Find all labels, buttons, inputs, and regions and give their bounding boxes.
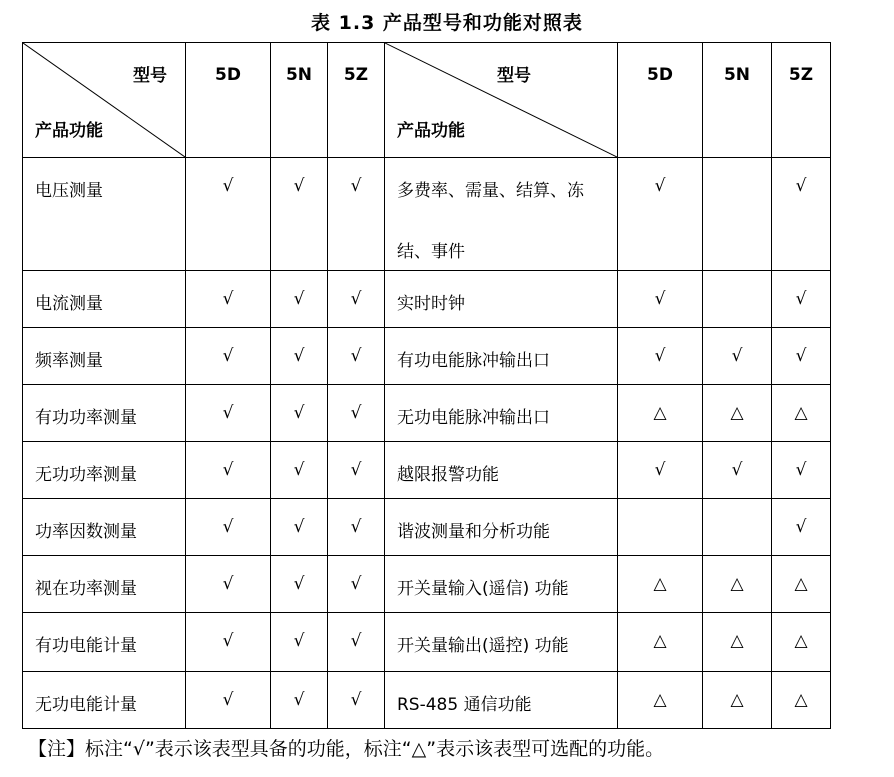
- model-header: 5N: [703, 43, 772, 158]
- function-name-line: 结、事件: [397, 242, 465, 262]
- mark-cell: √: [186, 672, 271, 729]
- mark-cell: √: [328, 158, 385, 271]
- function-name: 无功电能计量: [23, 672, 186, 729]
- mark-cell: √: [618, 442, 703, 499]
- mark-cell: √: [328, 442, 385, 499]
- table-row: [23, 499, 831, 556]
- function-name: [385, 158, 618, 271]
- mark-cell: √: [772, 271, 831, 328]
- mark-cell: √: [328, 672, 385, 729]
- function-name: 有功电能计量: [23, 613, 186, 672]
- mark-cell: √: [271, 328, 328, 385]
- mark-cell: [703, 271, 772, 328]
- mark-cell: √: [186, 158, 271, 271]
- table-row: [23, 271, 831, 328]
- function-name: 电流测量: [23, 271, 186, 328]
- mark-cell: √: [618, 328, 703, 385]
- mark-cell: △: [618, 613, 703, 672]
- function-name-line: 多费率、需量、结算、冻: [397, 181, 584, 201]
- mark-cell: △: [703, 556, 772, 613]
- footnote: 【注】标注“√”表示该表型具备的功能，标注“△”表示该表型可选配的功能。: [28, 738, 665, 760]
- model-header: 5Z: [772, 43, 831, 158]
- mark-cell: √: [271, 499, 328, 556]
- table-row: [23, 613, 831, 672]
- function-name: RS-485 通信功能: [385, 672, 618, 729]
- header-row: [23, 43, 831, 158]
- mark-cell: [703, 158, 772, 271]
- mark-cell: △: [703, 385, 772, 442]
- function-name: 无功电能脉冲输出口: [385, 385, 618, 442]
- model-header: 5Z: [328, 43, 385, 158]
- mark-cell: √: [703, 328, 772, 385]
- mark-cell: √: [328, 556, 385, 613]
- function-table: [22, 42, 831, 729]
- mark-cell: △: [703, 613, 772, 672]
- model-header: 5D: [186, 43, 271, 158]
- mark-cell: √: [328, 499, 385, 556]
- mark-cell: √: [271, 556, 328, 613]
- mark-cell: √: [186, 442, 271, 499]
- function-name: 无功功率测量: [23, 442, 186, 499]
- table-row: [23, 556, 831, 613]
- mark-cell: △: [618, 385, 703, 442]
- mark-cell: √: [186, 271, 271, 328]
- mark-cell: △: [772, 385, 831, 442]
- table-row: [23, 672, 831, 729]
- mark-cell: √: [772, 499, 831, 556]
- mark-cell: √: [186, 328, 271, 385]
- function-label: 产品功能: [35, 121, 103, 141]
- function-name: 开关量输入(遥信) 功能: [385, 556, 618, 613]
- mark-cell: △: [618, 672, 703, 729]
- function-name: 有功功率测量: [23, 385, 186, 442]
- mark-cell: √: [328, 613, 385, 672]
- mark-cell: √: [703, 442, 772, 499]
- model-header: 5D: [618, 43, 703, 158]
- mark-cell: √: [618, 271, 703, 328]
- mark-cell: √: [328, 385, 385, 442]
- table-row: [23, 385, 831, 442]
- mark-cell: √: [271, 613, 328, 672]
- mark-cell: √: [271, 158, 328, 271]
- mark-cell: √: [186, 385, 271, 442]
- mark-cell: √: [618, 158, 703, 271]
- mark-cell: △: [772, 556, 831, 613]
- mark-cell: √: [271, 672, 328, 729]
- table-title: 表 1.3 产品型号和功能对照表: [311, 12, 583, 34]
- function-name: 实时时钟: [385, 271, 618, 328]
- table-row: [23, 442, 831, 499]
- mark-cell: √: [772, 158, 831, 271]
- model-label: 型号: [497, 66, 531, 86]
- table-row: [23, 158, 831, 271]
- model-header: 5N: [271, 43, 328, 158]
- mark-cell: [618, 499, 703, 556]
- mark-cell: △: [772, 672, 831, 729]
- mark-cell: √: [271, 271, 328, 328]
- mark-cell: √: [772, 328, 831, 385]
- function-name: 越限报警功能: [385, 442, 618, 499]
- mark-cell: √: [328, 328, 385, 385]
- mark-cell: △: [618, 556, 703, 613]
- mark-cell: √: [186, 613, 271, 672]
- mark-cell: △: [703, 672, 772, 729]
- function-name: 谐波测量和分析功能: [385, 499, 618, 556]
- mark-cell: √: [186, 556, 271, 613]
- mark-cell: [703, 499, 772, 556]
- function-name: 有功电能脉冲输出口: [385, 328, 618, 385]
- diagonal-header-left: [23, 43, 186, 158]
- function-name: 视在功率测量: [23, 556, 186, 613]
- function-label: 产品功能: [397, 121, 465, 141]
- table-row: [23, 328, 831, 385]
- function-name: 频率测量: [23, 328, 186, 385]
- mark-cell: √: [328, 271, 385, 328]
- model-label: 型号: [133, 66, 167, 86]
- mark-cell: √: [271, 442, 328, 499]
- diagonal-header-right: [385, 43, 618, 158]
- function-name: 开关量输出(遥控) 功能: [385, 613, 618, 672]
- mark-cell: √: [186, 499, 271, 556]
- mark-cell: √: [772, 442, 831, 499]
- function-name: 功率因数测量: [23, 499, 186, 556]
- mark-cell: △: [772, 613, 831, 672]
- mark-cell: √: [271, 385, 328, 442]
- function-name: 电压测量: [23, 158, 186, 271]
